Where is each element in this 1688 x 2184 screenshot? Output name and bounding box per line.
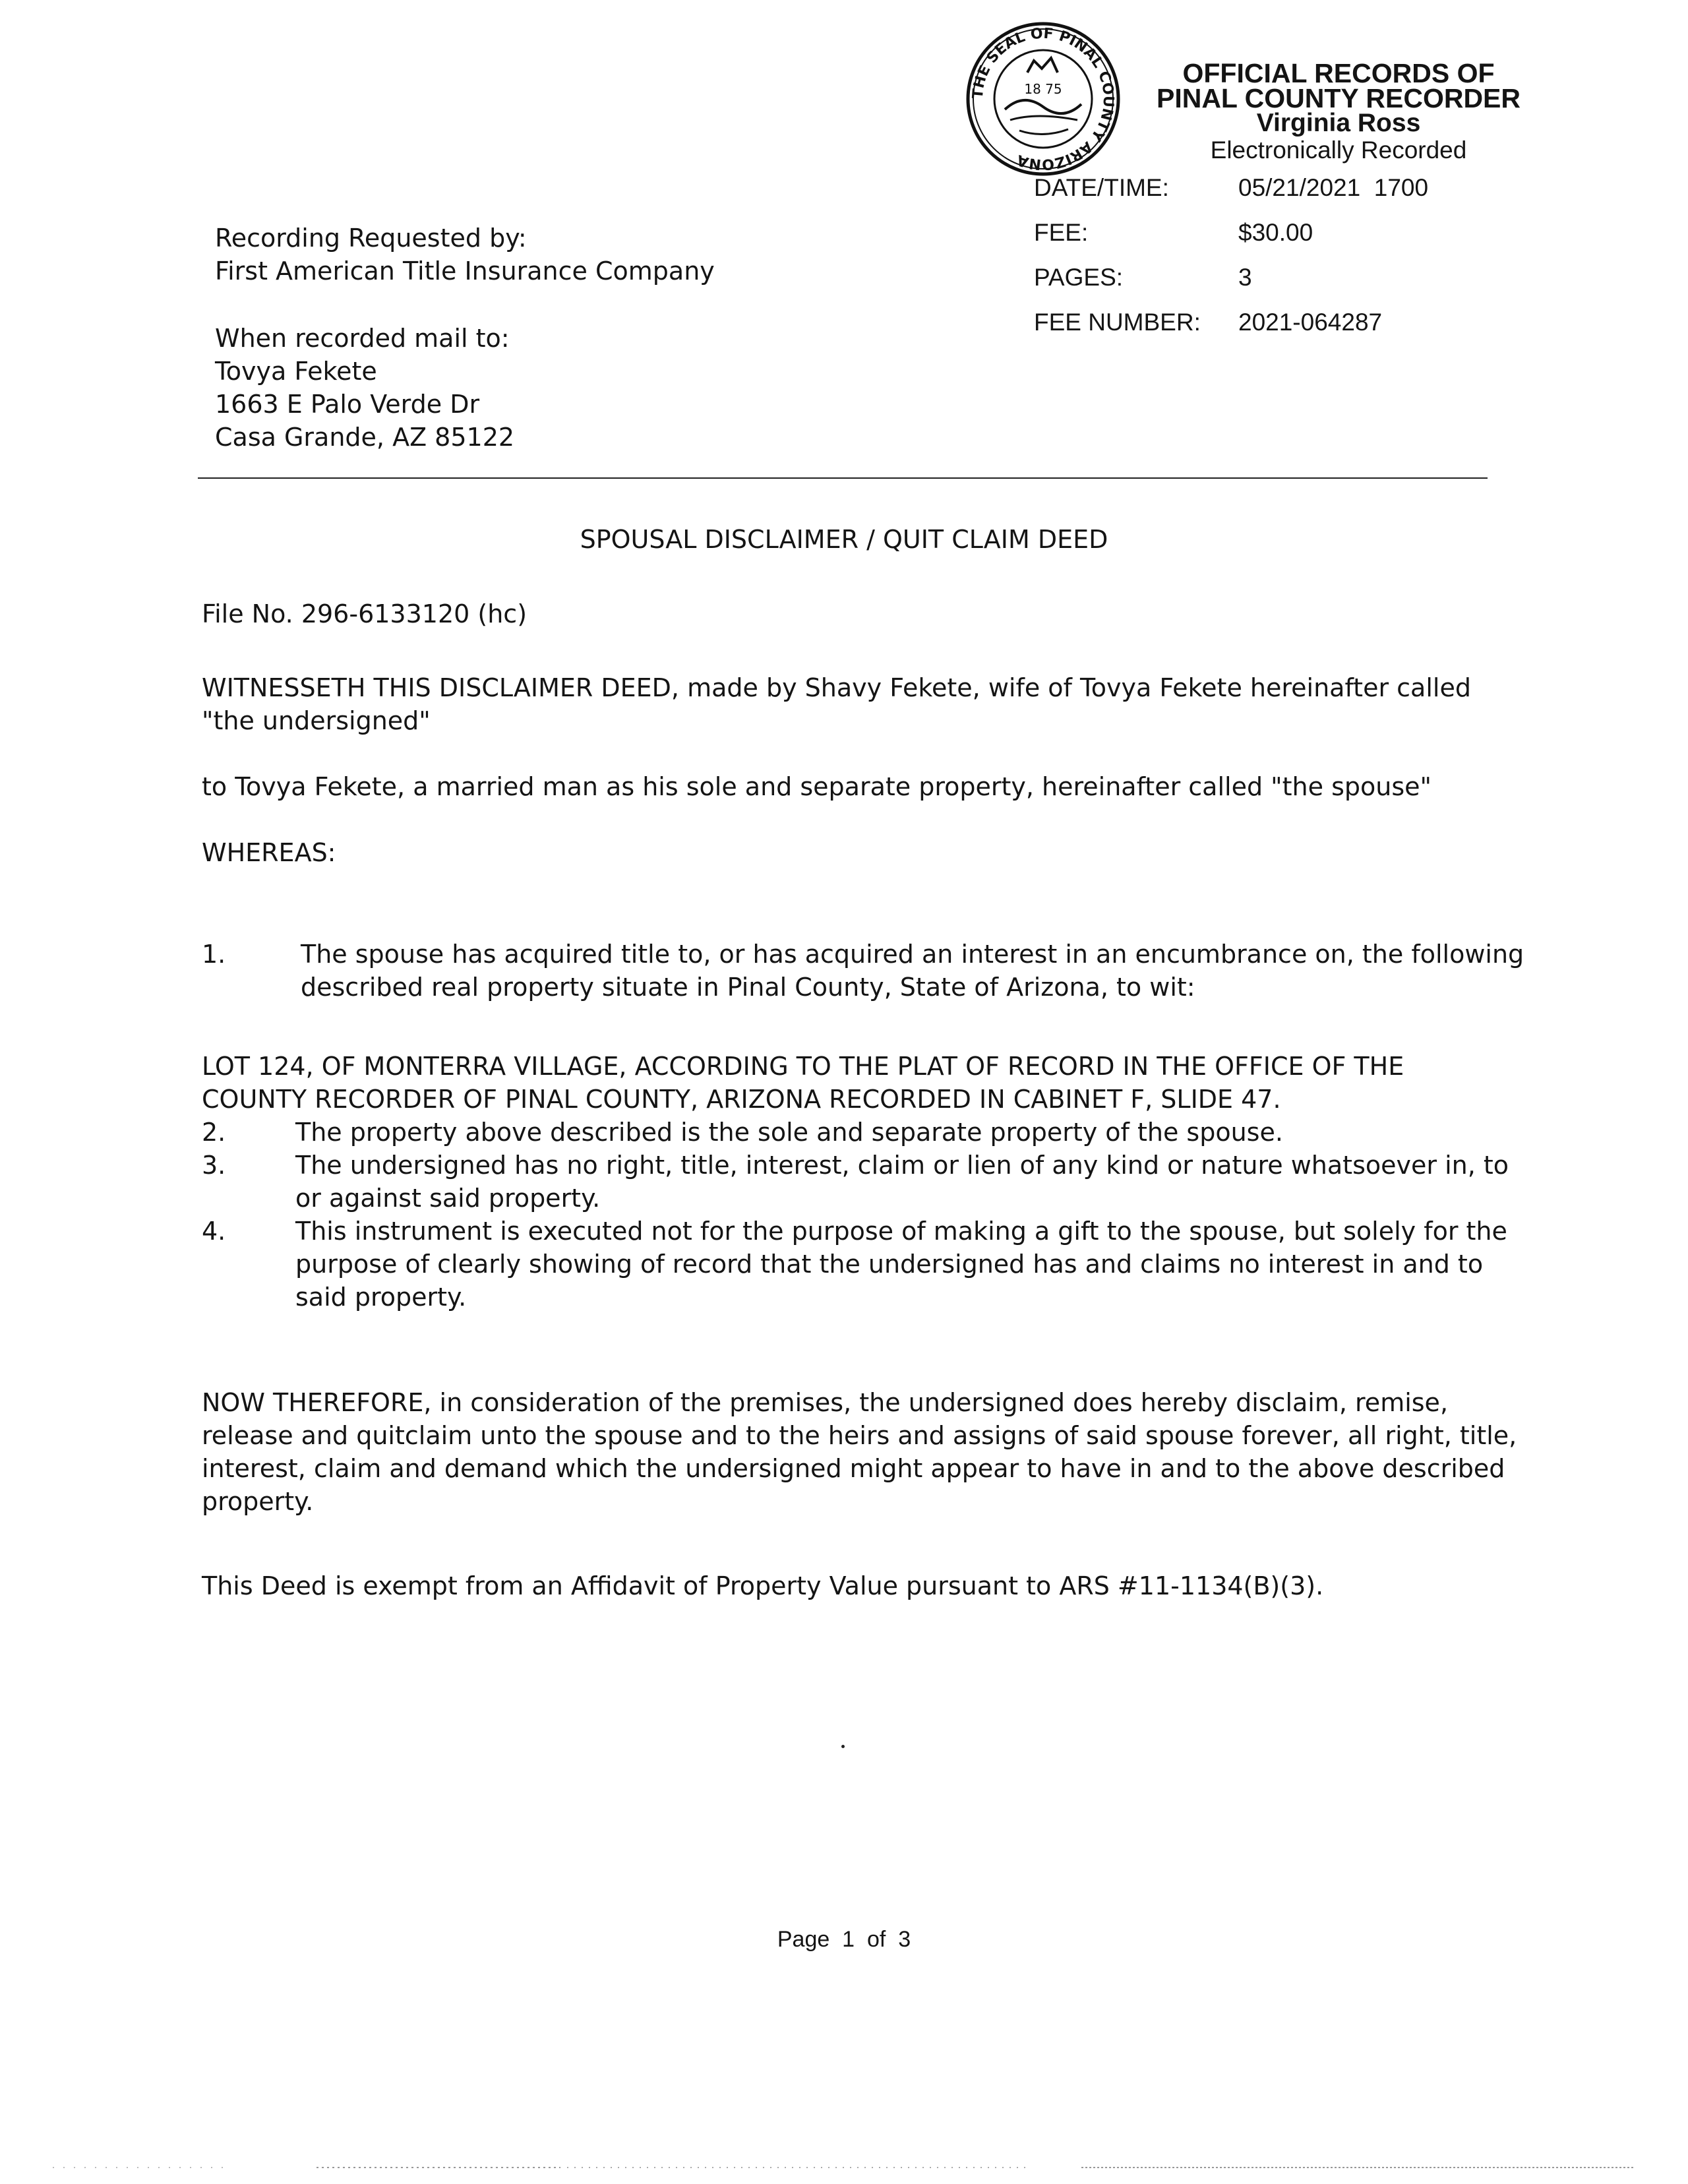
meta-value: 2021-064287 xyxy=(1238,309,1383,336)
mail-to-name: Tovya Fekete xyxy=(215,357,377,386)
item-number: 2. xyxy=(202,1118,226,1147)
text-line: "the undersigned" xyxy=(202,706,431,735)
text-line: release and quitclaim unto the spouse and to the heirs and assigns of said spouse forever, all right, title, xyxy=(202,1421,1517,1450)
now-therefore-paragraph xyxy=(202,1386,1517,1518)
text-line: described real property situate in Pinal County, State of Arizona, to wit: xyxy=(301,973,1195,1002)
page-number: Page 1 of 3 xyxy=(777,1927,911,1952)
recorder-name: Virginia Ross xyxy=(1256,109,1421,137)
text-line: This instrument is executed not for the purpose of making a gift to the spouse, but solely for the xyxy=(295,1217,1507,1246)
recorder-header xyxy=(1121,58,1556,165)
scan-edge-noise xyxy=(0,2163,1688,2172)
text-line: said property. xyxy=(295,1283,467,1312)
item-1 xyxy=(301,938,1524,1004)
meta-label: FEE NUMBER: xyxy=(1034,309,1201,336)
scan-speck xyxy=(841,1745,845,1748)
county-seal-icon xyxy=(964,20,1122,178)
mail-to-street: 1663 E Palo Verde Dr xyxy=(215,390,480,419)
text-line: The undersigned has no right, title, interest, claim or lien of any kind or nature whatsoever in, to xyxy=(295,1151,1509,1180)
meta-value: 05/21/2021 1700 xyxy=(1238,174,1429,201)
recorder-status: Electronically Recorded xyxy=(1210,136,1467,164)
text-line: or against said property. xyxy=(295,1184,601,1213)
recording-requested-block xyxy=(215,222,715,288)
seal-year: 18 75 xyxy=(1024,81,1062,97)
text-line: interest, claim and demand which the undersigned might appear to have in and to the above described xyxy=(202,1454,1505,1483)
text-line: property. xyxy=(202,1487,314,1516)
seal-ring-text: THE SEAL OF PINAL COUNTY ARIZONA xyxy=(969,25,1117,173)
item-4 xyxy=(295,1215,1507,1314)
item-number: 3. xyxy=(202,1151,226,1180)
item-3 xyxy=(295,1149,1509,1215)
meta-value: $30.00 xyxy=(1238,219,1313,246)
recording-requested-company: First American Title Insurance Company xyxy=(215,257,715,286)
recording-requested-label: Recording Requested by: xyxy=(215,224,527,253)
text-line: LOT 124, OF MONTERRA VILLAGE, ACCORDING TO THE PLAT OF RECORD IN THE OFFICE OF THE xyxy=(202,1052,1404,1081)
text-line: The spouse has acquired title to, or has acquired an interest in an encumbrance on, the following xyxy=(301,940,1524,969)
meta-label: PAGES: xyxy=(1034,264,1124,291)
grantee-line: to Tovya Fekete, a married man as his sole and separate property, hereinafter called "the spouse" xyxy=(202,772,1432,801)
item-number: 4. xyxy=(202,1217,226,1246)
recorder-line-1: OFFICIAL RECORDS OF xyxy=(1182,58,1495,88)
mail-to-label: When recorded mail to: xyxy=(215,324,510,353)
item-number: 1. xyxy=(202,940,226,969)
legal-description xyxy=(202,1050,1404,1116)
document-title: SPOUSAL DISCLAIMER / QUIT CLAIM DEED xyxy=(580,525,1108,554)
meta-label: DATE/TIME: xyxy=(1034,174,1169,201)
whereas-heading: WHEREAS: xyxy=(202,838,336,867)
svg-text:THE SEAL OF PINAL COUNTY ARIZO xyxy=(970,26,1117,173)
text-line: The property above described is the sole and separate property of the spouse. xyxy=(295,1118,1283,1147)
recorder-line-2: PINAL COUNTY RECORDER xyxy=(1156,83,1521,113)
text-line: COUNTY RECORDER OF PINAL COUNTY, ARIZONA RECORDED IN CABINET F, SLIDE 47. xyxy=(202,1085,1281,1114)
exemption-statement: This Deed is exempt from an Affidavit of Property Value pursuant to ARS #11-1134(B)(3). xyxy=(202,1571,1324,1600)
witnesseth-paragraph xyxy=(202,671,1471,737)
text-line: purpose of clearly showing of record that the undersigned has and claims no interest in and to xyxy=(295,1250,1484,1279)
mail-to-city: Casa Grande, AZ 85122 xyxy=(215,423,515,452)
item-2 xyxy=(295,1116,1283,1149)
header-divider xyxy=(198,477,1488,479)
file-number: File No. 296-6133120 (hc) xyxy=(202,599,528,628)
text-line: WITNESSETH THIS DISCLAIMER DEED, made by Shavy Fekete, wife of Tovya Fekete hereinafter called xyxy=(202,673,1471,702)
mail-to-block xyxy=(215,322,514,454)
meta-label: FEE: xyxy=(1034,219,1089,246)
meta-value: 3 xyxy=(1238,264,1252,291)
text-line: NOW THEREFORE, in consideration of the premises, the undersigned does hereby disclaim, remise, xyxy=(202,1388,1449,1417)
